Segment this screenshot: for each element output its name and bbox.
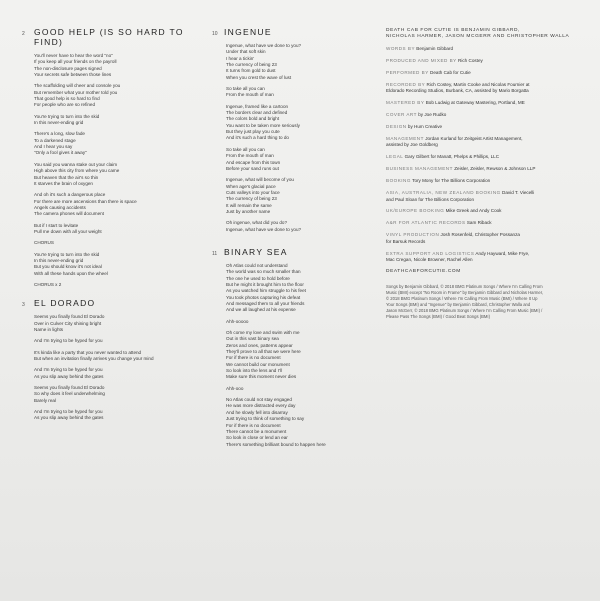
credit-item bbox=[386, 178, 591, 184]
song-title: EL DORADO bbox=[34, 298, 96, 309]
middle-column bbox=[212, 27, 372, 453]
credit-item bbox=[386, 166, 591, 172]
song-ingenue bbox=[212, 27, 372, 233]
track-number: 11 bbox=[212, 250, 218, 257]
credit-label: EXTRA SUPPORT AND LOGISTICS bbox=[386, 250, 475, 256]
credit-value: Rich Costey, Martin Cooke and Nicolas Fournier at Eldorado Recording Studios, Burbank, CA, assisted by Mario Borgatta bbox=[386, 82, 530, 94]
credit-label: A&R FOR ATLANTIC RECORDS bbox=[386, 220, 466, 226]
credit-value: by Joe Rudko bbox=[418, 112, 447, 118]
credit-label: BOOKING bbox=[386, 178, 411, 184]
song-binary-sea bbox=[212, 247, 372, 448]
left-column bbox=[22, 27, 207, 427]
lyric-stanza: Oh Atlas could not understand The world was so much smaller than The one he used to hold before But he might it brought him to the floor As you watched him struggle to his feet You took photos capturing his defeat And messaged them to all your friends And we all laughed at his expense bbox=[226, 262, 306, 313]
credit-label: PRODUCED AND MIXED BY bbox=[386, 58, 457, 64]
credit-label: WORDS BY bbox=[386, 46, 416, 52]
credit-value: Bob Ludwig at Gateway Mastering, Portland, ME bbox=[425, 100, 525, 106]
credit-list bbox=[386, 46, 591, 263]
lyric-stanza: CHORUS x 2 bbox=[34, 281, 62, 287]
lyric-stanza: And I'm trying to be hyped for you As you slip away behind the gates bbox=[34, 409, 104, 421]
band-members-credit: DEATH CAB FOR CUTIE IS BENJAMIN GIBBARD, NICHOLAS HARMER, JASON MCGERR AND CHRISTOPHER WALLA bbox=[386, 28, 570, 40]
credit-value: Death Cab for Cutie bbox=[430, 70, 471, 76]
credit-item bbox=[386, 124, 591, 130]
credit-label: RECORDED BY bbox=[386, 82, 426, 88]
credit-label: ASIA, AUSTRALIA, NEW ZEALAND BOOKING bbox=[386, 190, 501, 196]
credit-item bbox=[386, 58, 591, 64]
credit-value: Rich Costey bbox=[458, 58, 483, 64]
credit-item bbox=[386, 112, 591, 118]
lyric-stanza: You said you wanna stake out your claim High above this city from where you came But heaven that the air's so thin It starves the brain of oxygen bbox=[34, 161, 120, 186]
credit-item bbox=[386, 46, 591, 52]
lyric-stanza: And I'm trying to be hyped for you bbox=[34, 338, 103, 344]
lyric-stanza: You're trying to turn into the skid In this never-ending grid bbox=[34, 113, 100, 126]
song-title: BINARY SEA bbox=[224, 246, 288, 257]
credit-item bbox=[386, 251, 591, 264]
credit-item bbox=[386, 190, 591, 203]
lyric-stanza: So take all you can From the mouth of man And escape from this town Before your sand runs out bbox=[226, 146, 281, 171]
credit-item bbox=[386, 136, 591, 149]
credit-item bbox=[386, 220, 591, 226]
lyric-stanza: CHORUS bbox=[34, 240, 54, 246]
track-number: 3 bbox=[22, 302, 25, 309]
credit-label: UK/EUROPE BOOKING bbox=[386, 208, 445, 214]
song-title: GOOD HELP (IS SO HARD TO FIND) bbox=[34, 27, 184, 47]
credit-label: MASTERED BY bbox=[386, 100, 425, 106]
credit-item bbox=[386, 232, 591, 245]
lyric-stanza: Ahh-ooooo bbox=[226, 318, 249, 324]
credit-label: VINYL PRODUCTION bbox=[386, 232, 440, 238]
lyric-stanza: Oh ingenue, what did you do? Ingenue, what have we done to you? bbox=[226, 220, 302, 232]
credit-value: Tory Mony for The Billions Corporation bbox=[412, 178, 491, 184]
track-number: 2 bbox=[22, 31, 25, 37]
song-el-dorado bbox=[22, 298, 207, 421]
lyric-stanza: Oh come my love and swim with me Out in this vast binary sea Zeros and ones, patterns appear They'll prove to all that we were here For if there is no document We cannot build our monument So look into the lens and I'll Make sure this moment never dies bbox=[226, 330, 301, 380]
credit-label: DESIGN bbox=[386, 124, 407, 130]
credit-label: BUSINESS MANAGEMENT bbox=[386, 166, 453, 172]
credit-value: Gary Gilbert for Manatt, Phelps & Phillips, LLC bbox=[404, 154, 500, 160]
lyric-stanza: Ahh-ooo bbox=[226, 385, 244, 391]
credit-label: COVER ART bbox=[386, 112, 417, 118]
credit-value: Jordan Kurland for Zeitgeist Artist Management, assisted by Joe Goldberg bbox=[386, 136, 523, 148]
song-title: INGENUE bbox=[224, 27, 272, 37]
lyric-stanza: Seems you finally found El Dorado Over in Culver City shining bright Name in lights bbox=[34, 314, 105, 332]
lyric-stanza: Ingenue, what have we done to you? Under that soft skin I hear a tickin' The currency of being 23 It turns from gold to dust When you crest the wave of lust bbox=[226, 43, 302, 80]
lyric-stanza: You're trying to turn into the skid In this never-ending grid But you should know it's not ideal With all these hands upon the wheel bbox=[34, 251, 108, 276]
credit-item bbox=[386, 208, 591, 214]
lyric-stanza: Ingenue, what will become of you When age's glacial pace Cuts valleys into your face The currency of being 23 It will remain the same Just by another name bbox=[226, 177, 294, 214]
credit-value: by Hum Creative bbox=[407, 124, 443, 130]
publishing-notice: Songs by Benjamin Gibbard, © 2018 BMG Platinum Songs / Where I'm Calling From Music (BMI) except "No Room in Frame" by Benjamin Gibbard and Nicholas Harmer, © 2018 BMG Platinum Songs / Where I'm Calling From Music (BMI) / Where It Up Your Songs (BMI) and "Ingenue" by Benjamin Gibbard, Christopher Walla and Jason McGerr, © 2018 BMG Platinum Songs / Where I'm Calling From Music (BMI) / Please Pass The Songs (BMI) / Good Beat Songs (BMI) bbox=[386, 283, 544, 319]
credit-item bbox=[386, 82, 591, 95]
lyric-stanza: And oh it's such a dangerous place For there are more ascensions than there is space Angels causing accidents The camera phones will document bbox=[34, 192, 137, 217]
credit-value: Zeisler, Zeisler, Rewson & Johnson LLP bbox=[454, 166, 536, 172]
lyric-stanza: Ingenue, framed like a cartoon The borders clear and defined The colors bold and bright You want to be taken more seriously But they just play you cute And it's such a hard thing to do bbox=[226, 103, 300, 141]
credit-value: Benjamin Gibbard bbox=[416, 46, 454, 52]
lyric-stanza: So take all you can From the mouth of man bbox=[226, 86, 274, 98]
website-link[interactable]: DEATHCABFORCUTIE.COM bbox=[386, 268, 461, 274]
credits-column bbox=[386, 28, 591, 320]
lyric-stanza: It's kinda like a party that you never wanted to attend But when an invitation finally arrives you change your mind bbox=[34, 349, 154, 362]
credit-label: LEGAL bbox=[386, 154, 404, 160]
credit-label: MANAGEMENT bbox=[386, 136, 424, 142]
lyric-stanza: And I'm trying to be hyped for you As you slip away behind the gates bbox=[34, 367, 104, 379]
lyric-stanza: You'll never have to hear the word "no" If you keep all your friends on the payroll The non-disclosure pages signed Your secrets safe between those lines bbox=[34, 53, 117, 78]
song-good-help bbox=[22, 27, 207, 288]
credit-item bbox=[386, 100, 591, 106]
credit-value: Andy Hayward, Mike Frye, Mac Cregan, Nicole Browner, Rachel Allen bbox=[386, 250, 530, 262]
lyric-stanza: Seems you finally found El Dorado So why does it feel underwhelming Barely real bbox=[34, 385, 105, 403]
lyric-stanza: But if I start to levitate Pull me down with all your weight bbox=[34, 222, 102, 234]
credit-item bbox=[386, 70, 591, 76]
credit-value: Mike Greek and Andy Cook bbox=[445, 208, 502, 214]
credit-label: PERFORMED BY bbox=[386, 70, 429, 76]
credit-item bbox=[386, 154, 591, 160]
lyric-stanza: The scaffolding will cheer and console you But remember what your mother told you That good help is so hard to find For people who are so refined bbox=[34, 83, 121, 108]
credit-value: David T. Viecelli and Paul Sloan for The Billions Corporation bbox=[386, 190, 535, 202]
lyric-stanza: No Atlas could not stay engaged He was more distracted every day And he slowly fell into disarray Just trying to think of something to say For if there is no document There cannot be a monument So look in close or lend an ear There's something brilliant bound to happen here bbox=[226, 397, 326, 447]
track-number: 10 bbox=[212, 31, 218, 37]
lyric-stanza: There's a long, slow fade To a darkened stage And I hear you say "Only a fool gives it away" bbox=[34, 131, 87, 156]
credit-value: Sam Riback bbox=[466, 220, 492, 226]
credit-value: Josh Rosenfeld, Christopher Possanza for Barsuk Records bbox=[386, 232, 520, 244]
